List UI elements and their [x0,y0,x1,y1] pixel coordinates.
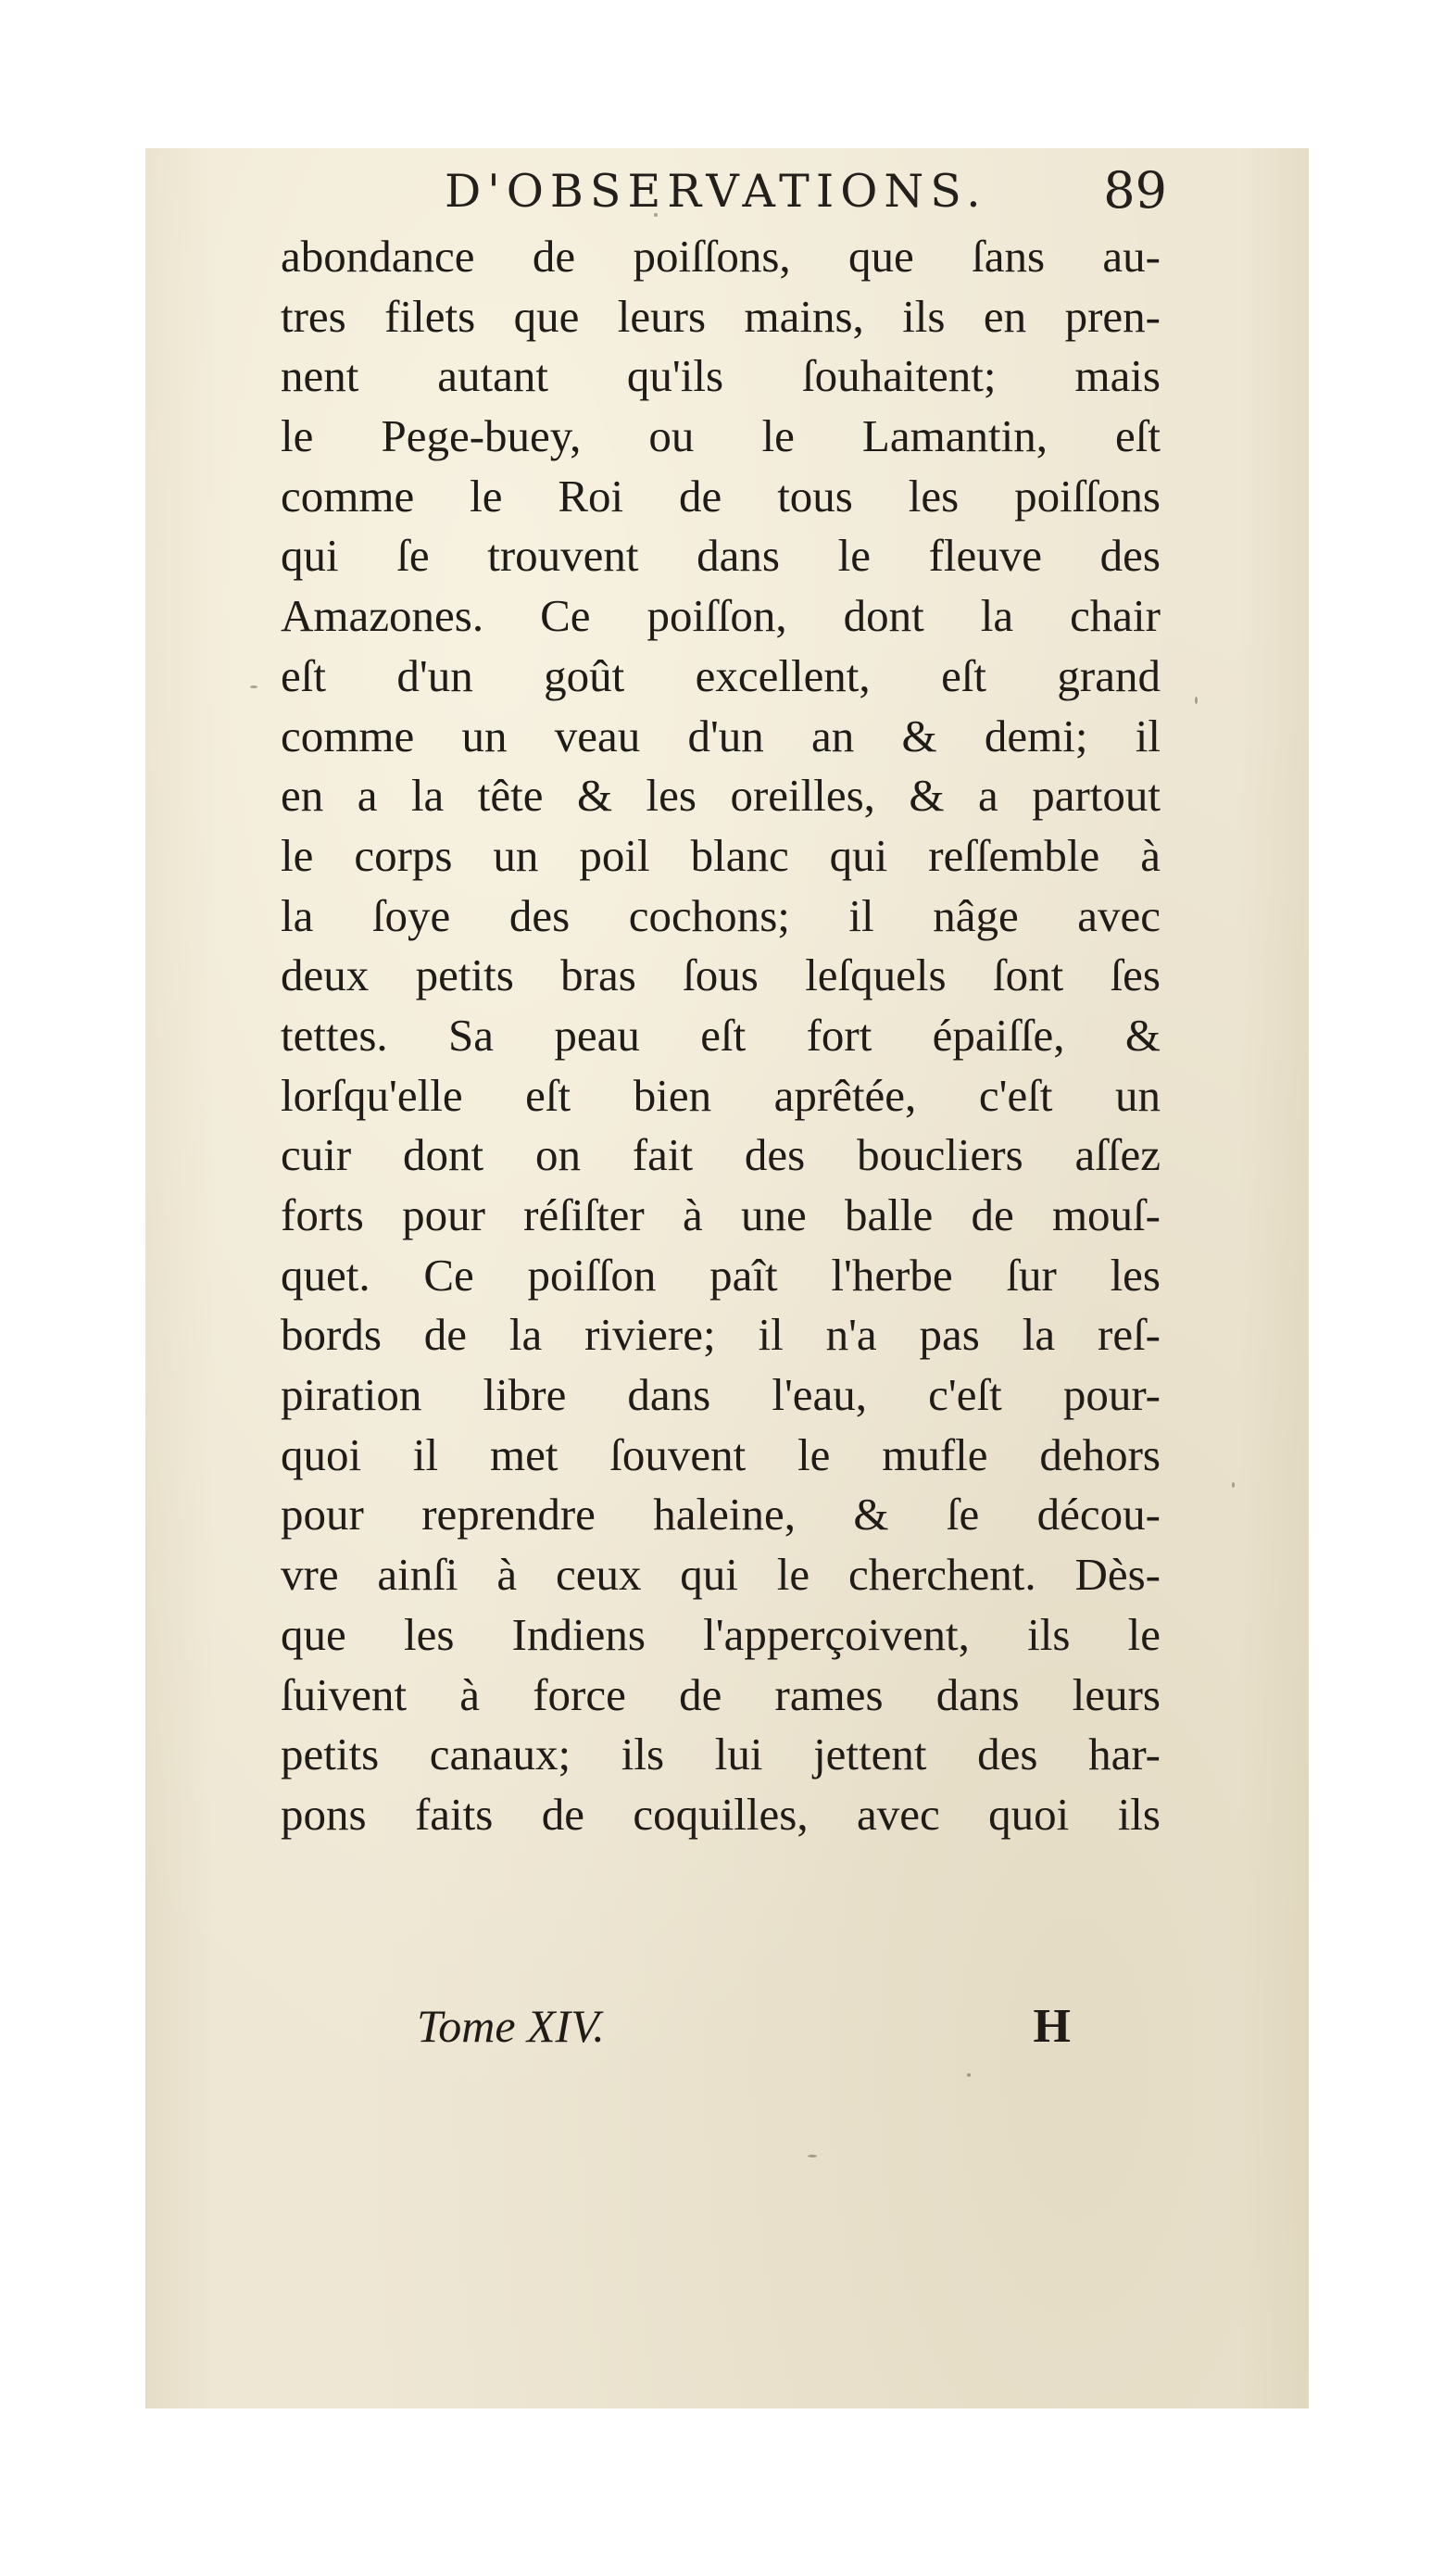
volume-label: Tome XIV. [417,2000,605,2052]
text-line: forts pour réſiſter à une balle de mouſ- [281,1189,1161,1240]
text-line: Amazones. Ce poiſſon, dont la chair [281,590,1161,642]
text-line: pour reprendre haleine, & ſe décou- [281,1489,1161,1541]
text-line: piration libre dans l'eau, c'eſt pour- [281,1369,1161,1421]
text-line: que les Indiens l'apperçoivent, ils le [281,1608,1161,1660]
text-line: comme un veau d'un an & demi; il [281,710,1161,761]
text-line: ſuivent à force de rames dans leurs [281,1668,1161,1720]
paper-speck [808,2155,817,2157]
body-text [281,227,1161,1845]
text-line: le Pege-buey, ou le Lamantin, eſt [281,410,1161,462]
paper-speck [967,2073,971,2077]
text-line: qui ſe trouvent dans le fleuve des [281,530,1161,582]
text-line: bords de la riviere; il n'a pas la reſ- [281,1309,1161,1361]
text-line: quoi il met ſouvent le mufle dehors [281,1428,1161,1480]
text-line: quet. Ce poiſſon paît l'herbe ſur les [281,1249,1161,1301]
text-line: cuir dont on fait des boucliers aſſez [281,1129,1161,1181]
text-line: petits canaux; ils lui jettent des har- [281,1729,1161,1780]
page-number: 89 [1103,161,1167,220]
paper-speck [1195,697,1198,704]
paper-speck [250,685,257,688]
text-line: pons faits de coquilles, avec quoi ils [281,1788,1161,1840]
text-line: deux petits bras ſous leſquels ſont ſes [281,950,1161,1001]
running-title: D'OBSERVATIONS. [445,165,987,218]
text-line: vre ainſi à ceux qui le cherchent. Dès- [281,1549,1161,1601]
page-footer [417,1999,1084,2060]
text-line: tettes. Sa peau eſt fort épaiſſe, & [281,1009,1161,1061]
text-line: le corps un poil blanc qui reſſemble à [281,829,1161,881]
text-line: en a la tête & les oreilles, & a partout [281,770,1161,822]
text-line: eſt d'un goût excellent, eſt grand [281,649,1161,701]
page-header [296,157,1167,226]
text-line: la ſoye des cochons; il nâge avec [281,889,1161,941]
text-line: abondance de poiſſons, que ſans au- [281,231,1161,282]
paper-speck [1232,1482,1235,1488]
text-line: tres filets que leurs mains, ils en pren- [281,290,1161,342]
text-line: nent autant qu'ils ſouhaitent; mais [281,350,1161,402]
text-line: lorſqu'elle eſt bien aprêtée, c'eſt un [281,1069,1161,1121]
signature-mark: H [1033,2000,1071,2053]
text-line: comme le Roi de tous les poiſſons [281,470,1161,522]
